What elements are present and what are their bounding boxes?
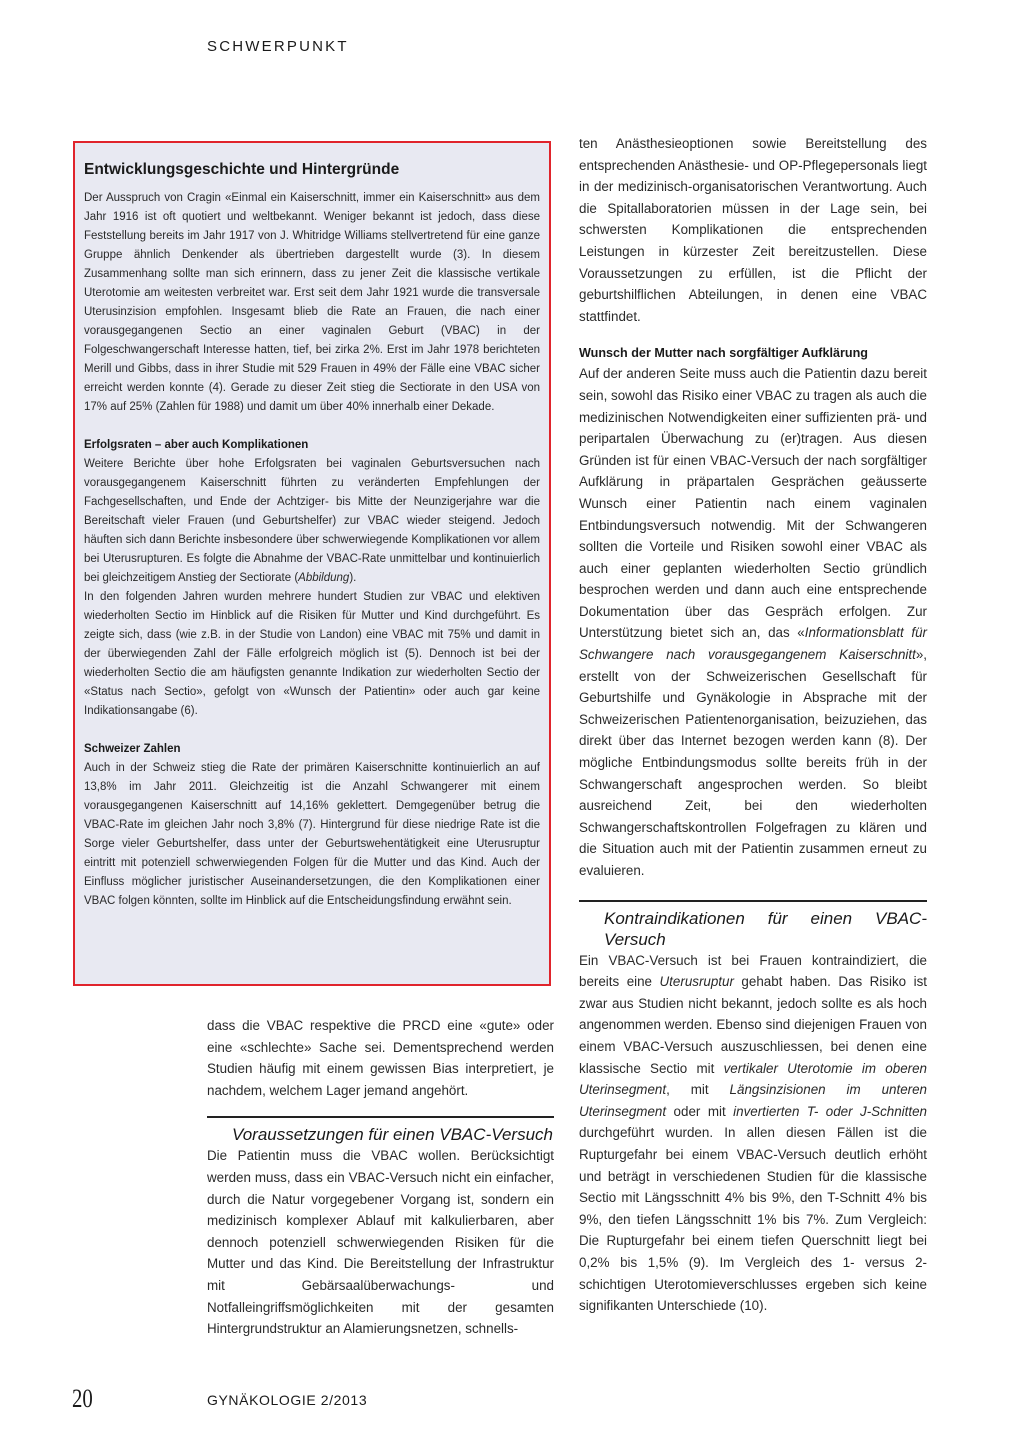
- left-column: [207, 1015, 554, 1340]
- section-divider: [579, 900, 927, 902]
- section-label: SCHWERPUNKT: [207, 38, 349, 55]
- box-paragraph-swiss-numbers: Auch in der Schweiz stieg die Rate der primären Kaiserschnitte kontinuierlich an auf 13,8% im Jahr 2011. Gleichzeitig ist die Anzahl Schwangerer mit einem vorausgegangenen Kaiserschnitt auf 14,16% geklettert. Demgegenüber betrug die VBAC-Rate im gleichen Jahr noch 3,8% (7). Hintergrund für diese niedrige Rate ist die Sorge vieler Geburtshelfer, dass unter der Geburtswehentätigkeit eine Uterusruptur eintritt mit potenziell schwerwiegenden Folgen für die Mutter und das Kind. Auch der Einfluss möglicher juristischer Auseinandersetzungen, die den Komplikationen einer VBAC folgen könnten, sollte im Hinblick auf die Entscheidungsfindung erwähnt sein.: [84, 762, 540, 907]
- section-heading-prerequisites: Voraussetzungen für einen VBAC-Versuch: [232, 1125, 553, 1145]
- box-subheading-swiss-numbers: Schweizer Zahlen: [84, 743, 181, 755]
- box-paragraph-studies: In den folgenden Jahren wurden mehrere hundert Studien zur VBAC und elektiven wiederholten Sectio im Hinblick auf die Risiken für Mutter und Kind durchgeführt. Es zeigte sich, dass (wie z.B. in der Studie von Landon) eine VBAC mit 75% und damit in der überwiegenden Zahl der Fälle erfolgreich möglich ist (5). Dennoch ist bei der wiederholten Sectio die am häufigsten genannte Indikation zur wiederholten Sectio der «Status nach Sectio», gefolgt von «Wunsch der Patientin» oder auch gar keine Indikationsangabe (6).: [84, 591, 540, 717]
- left-paragraph-bias: dass die VBAC respektive die PRCD eine «gute» oder eine «schlechte» Sache sei. Dementsprechend werden Studien häufig mit einem gewissen Bias interpretiert, je nachdem, welchem Lager jemand angehört.: [207, 1018, 554, 1098]
- left-paragraph-prerequisites: Die Patientin muss die VBAC wollen. Berücksichtigt werden muss, dass ein VBAC-Versuch nicht ein einfacher, durch die Natur vorgegebener Vorgang ist, sondern ein medizinisch komplexer Ablauf mit kalkulierbaren, aber dennoch potenziell schwerwiegenden Risiken für die Mutter und das Kind. Die Bereitstellung der Infrastruktur mit Gebärsaalüberwachungs- und Notfalleingriffsmöglichkeiten mit der gesamten Hintergrundstruktur an Alamierungsnetzen, schnells-: [207, 1148, 554, 1337]
- subheading-patient-wish: Wunsch der Mutter nach sorgfältiger Aufklärung: [579, 346, 868, 361]
- box-subheading-success-rates: Erfolgsraten – aber auch Komplikationen: [84, 439, 309, 451]
- right-paragraph-contraindications: Ein VBAC-Versuch ist bei Frauen kontraindiziert, die bereits eine Uterusruptur gehabt haben. Das Risiko ist zwar aus Studien nicht bekannt, jedoch sollte es als hoch angenommen werden. Ebenso sind diejenigen Frauen von einem VBAC-Versuch auszuschliessen, bei denen eine klassische Sectio mit vertikaler Uterotomie im oberen Uterinsegment, mit Längsinzisionen im unteren Uterinsegment oder mit invertierten T- oder J-Schnitten durchgeführt wurden. In allen diesen Fällen ist die Rupturgefahr bei einem VBAC-Versuch deutlich erhöht und beträgt in verschiedenen Studien für die klassische Sectio mit Längsschnitt 4% bis 9%, den T-Schnitt 4% bis 9%, den tiefen Längsschnitt 1% bis 7%. Zum Vergleich: Die Rupturgefahr bei einem tiefen Querschnitt liegt bei 0,2% bis 1,5% (9). Im Vergleich des 1- versus 2-schichtigen Uterotomieverschlusses ergeben sich keine signifikanten Unterschiede (10).: [579, 952, 928, 1314]
- box-paragraph-history: Der Ausspruch von Cragin «Einmal ein Kaiserschnitt, immer ein Kaiserschnitt» aus dem Jahr 1916 ist oft quotiert und weltbekannt. Weniger bekannt ist jedoch, dass diese Feststellung bereits im Jahr 1917 von J. Whitridge Williams stellvertretend für eine ganze Gruppe ähnlich Denkender als übertrieben dargestellt wurde (3). In diesem Zusammenhang sollte man sich erinnern, dass zu jener Zeit die klassische vertikale Uterotomie am weitesten verbreitet war. Erst seit dem Jahr 1921 wurde die transversale Uterusinzision empfohlen. Insgesamt blieb die Rate an Frauen, die nach einer vorausgegangenen Sectio an einer vaginalen Geburt (VBAC) in der Folgeschwangerschaft Interesse hatten, tief, bei zirka 2%. Erst im Jahr 1978 berichteten Merill und Gibbs, dass in ihrer Studie mit 529 Frauen in 49% der Fälle eine VBAC sicher erreicht werden konnte (4). Gerade zu dieser Zeit stieg die Sectiorate in den USA von 17% auf 25% (Zahlen für 1988) und damit um über 40% innerhalb einer Dekade.: [84, 192, 540, 413]
- right-paragraph-patient-wish: Auf der anderen Seite muss auch die Patientin dazu bereit sein, sowohl das Risiko einer VBAC zu tragen als auch die medizinischen Notwendigkeiten einer suffizienten prä- und peripartalen Überwachung zu (er)tragen. Aus diesen Gründen ist für einen VBAC-Versuch der nach sorgfältiger Aufklärung in präpartalen Gesprächen geäusserte Wunsch einer Patientin nach einem vaginalen Entbindungsversuch notwendig. Mit der Schwangeren sollten die Vorteile und Risiken sowohl einer VBAC als auch einer geplanten wiederholten Sectio gründlich besprochen werden und dann auch eine entsprechende Dokumentation über das Gespräch erfolgen. Zur Unterstützung bietet sich an, das «Informationsblatt für Schwangere nach vorausgegangenem Kaiserschnitt», erstellt von der Schweizerischen Gesellschaft für Geburtshilfe und Gynäkologie in Absprache mit der Schweizerischen Patientenorganisation, beizuziehen, das direkt über das Internet bezogen werden kann (8). Der mögliche Entbindungsmodus sollte bereits früh in der Schwangerschaft angesprochen werden. So bleibt ausreichend Zeit, bei den wiederholten Schwangerschaftskontrollen Folgefragen zu klären und die Situation auch mit der Patientin zusammen erneut zu evaluieren.: [579, 366, 927, 878]
- page-number: 20: [72, 1384, 93, 1413]
- box-title: Entwicklungsgeschichte und Hintergründe: [84, 161, 400, 178]
- section-divider: [207, 1116, 554, 1118]
- section-heading-contraindications: Kontraindikationen für einen VBAC-Versuch: [604, 908, 927, 949]
- journal-name: GYNÄKOLOGIE 2/2013: [207, 1392, 368, 1408]
- info-box: [73, 141, 551, 986]
- box-paragraph-success-rates: Weitere Berichte über hohe Erfolgsraten bei vaginalen Geburtsversuchen nach vorausgegangenem Kaiserschnitt führten zu veränderten Empfehlungen der Fachgesellschaften, und Ende der Achtziger- bis Mitte der Neunzigerjahre war die Bereitschaft vieler Frauen (und Geburtshelfer) zur VBAC wieder steigend. Jedoch häuften sich dann Berichte insbesondere über schwerwiegende Komplikationen vor allem bei Uterusrupturen. Es folgte die Abnahme der VBAC-Rate unmittelbar und kontinuierlich bei gleichzeitigem Anstieg der Sectiorate (Abbildung).: [84, 458, 540, 584]
- right-column: [579, 133, 927, 1317]
- right-paragraph-anesthesia: ten Anästhesieoptionen sowie Bereitstellung des entsprechenden Anästhesie- und OP-Pflegepersonals liegt in der medizinisch-organisatorischen Verantwortung. Auch die Spitallaboratorien müssen in der Lage sein, bei schwersten Komplikationen die entsprechenden Leistungen in kürzester Zeit bereitzustellen. Diese Voraussetzungen zu erfüllen, ist die Pflicht der geburtshilflichen Abteilungen, in denen eine VBAC stattfindet.: [579, 136, 927, 324]
